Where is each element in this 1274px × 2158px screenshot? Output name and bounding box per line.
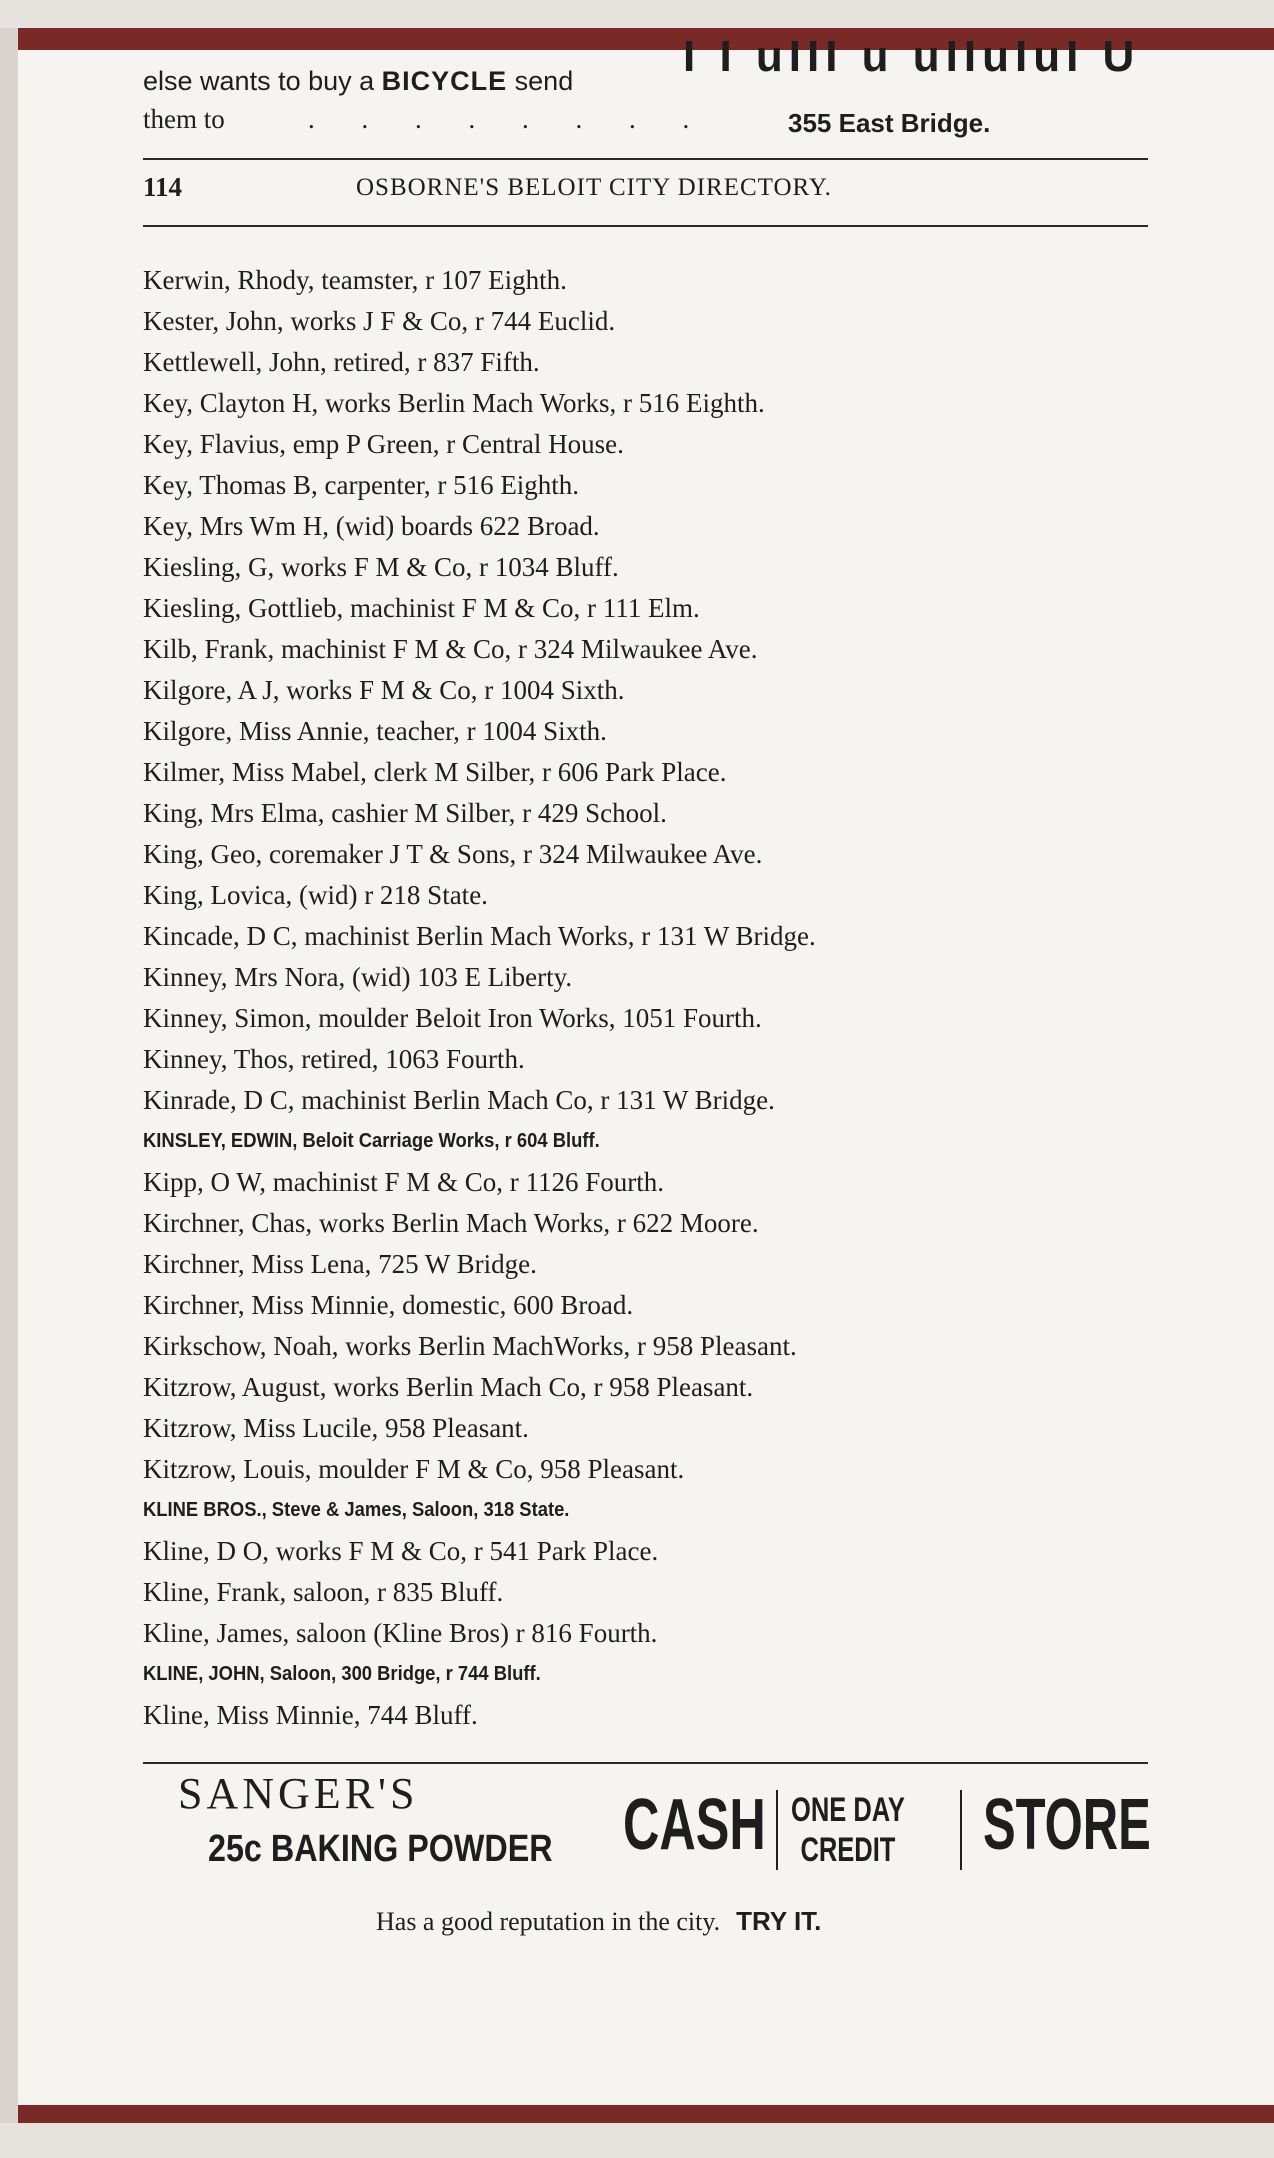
ad-tagline: [376, 1906, 821, 1937]
directory-entry: Key, Thomas B, carpenter, r 516 Eighth.: [143, 470, 580, 500]
ad-credit: CREDIT: [800, 1831, 896, 1869]
directory-entry: Kitzrow, Miss Lucile, 958 Pleasant.: [143, 1413, 529, 1443]
directory-entry: Key, Clayton H, works Berlin Mach Works, r 516 Eighth.: [143, 388, 765, 418]
scan-background-left: [0, 28, 18, 2128]
directory-entry: Kinney, Mrs Nora, (wid) 103 E Liberty.: [143, 962, 573, 992]
directory-entry: KLINE BROS., Steve & James, Saloon, 318 State.: [143, 1499, 570, 1521]
top-rule: [143, 158, 1148, 160]
top-ad-cut-heading: I I uIII u uIIuIuI U: [683, 32, 1141, 81]
page-number: 114: [143, 172, 183, 202]
ad-brand: SANGER'S: [178, 1769, 419, 1818]
directory-entry: Kettlewell, John, retired, r 837 Fifth.: [143, 347, 540, 377]
directory-entry: KINSLEY, EDWIN, Beloit Carriage Works, r 604 Bluff.: [143, 1130, 600, 1152]
ad-one-day-credit: [791, 1790, 905, 1870]
directory-entry: Kline, Miss Minnie, 744 Bluff.: [143, 1700, 478, 1730]
directory-entry: King, Lovica, (wid) r 218 State.: [143, 880, 488, 910]
directory-entry: Kirchner, Miss Lena, 725 W Bridge.: [143, 1249, 537, 1279]
top-ad-line-1: [143, 66, 573, 97]
directory-entry: Kinney, Simon, moulder Beloit Iron Works, 1051 Fourth.: [143, 1003, 762, 1033]
bottom-advertisement: [178, 1768, 1158, 1978]
ad-tagline-text: Has a good reputation in the city.: [376, 1907, 721, 1936]
top-ad-leader-dots: . . . . . . . .: [308, 104, 710, 134]
directory-entry: Kline, Frank, saloon, r 835 Bluff.: [143, 1577, 504, 1607]
directory-entry: Kirkschow, Noah, works Berlin MachWorks, r 958 Pleasant.: [143, 1331, 797, 1361]
top-ad-address: 355 East Bridge.: [788, 108, 991, 138]
directory-entries: [143, 260, 1143, 1736]
page-header: [143, 172, 1148, 212]
directory-entry: Kilgore, Miss Annie, teacher, r 1004 Sixth.: [143, 716, 607, 746]
directory-entry: Kinrade, D C, machinist Berlin Mach Co, r 131 W Bridge.: [143, 1085, 775, 1115]
directory-entry: Kilb, Frank, machinist F M & Co, r 324 Milwaukee Ave.: [143, 634, 758, 664]
top-advertisement: [143, 32, 1143, 150]
ad-product: 25c BAKING POWDER: [208, 1828, 553, 1870]
top-ad-bicycle: BICYCLE: [381, 66, 508, 96]
directory-entry: Kline, D O, works F M & Co, r 541 Park Place.: [143, 1536, 659, 1566]
directory-entry: Kerwin, Rhody, teamster, r 107 Eighth.: [143, 265, 567, 295]
top-ad-text: else wants to buy a: [143, 66, 382, 96]
directory-entry: Key, Flavius, emp P Green, r Central House.: [143, 429, 624, 459]
top-ad-line-2: them to: [143, 104, 225, 134]
header-rule: [143, 225, 1148, 227]
directory-entry: Kirchner, Chas, works Berlin Mach Works, r 622 Moore.: [143, 1208, 759, 1238]
scan-background-top: [0, 0, 1274, 28]
page-title: OSBORNE'S BELOIT CITY DIRECTORY.: [356, 174, 832, 201]
ad-store: STORE: [983, 1785, 1151, 1865]
directory-entry: Kester, John, works J F & Co, r 744 Euclid.: [143, 306, 616, 336]
directory-entry: Kilgore, A J, works F M & Co, r 1004 Sixth.: [143, 675, 625, 705]
directory-entry: Kitzrow, August, works Berlin Mach Co, r 958 Pleasant.: [143, 1372, 754, 1402]
directory-entry: King, Geo, coremaker J T & Sons, r 324 Milwaukee Ave.: [143, 839, 763, 869]
directory-entry: Kline, James, saloon (Kline Bros) r 816 Fourth.: [143, 1618, 658, 1648]
directory-entry: Kinney, Thos, retired, 1063 Fourth.: [143, 1044, 525, 1074]
directory-page: [18, 32, 1274, 2105]
ad-one-day: ONE DAY: [791, 1791, 905, 1829]
directory-entry: Kincade, D C, machinist Berlin Mach Works, r 131 W Bridge.: [143, 921, 816, 951]
top-ad-text-suffix: send: [507, 66, 574, 96]
directory-entry: Kiesling, G, works F M & Co, r 1034 Bluff.: [143, 552, 619, 582]
ad-divider-2: [960, 1790, 962, 1870]
directory-entry: Kipp, O W, machinist F M & Co, r 1126 Fourth.: [143, 1167, 665, 1197]
directory-entry: Kiesling, Gottlieb, machinist F M & Co, r 111 Elm.: [143, 593, 700, 623]
directory-entry: Kitzrow, Louis, moulder F M & Co, 958 Pleasant.: [143, 1454, 685, 1484]
directory-entry: KLINE, JOHN, Saloon, 300 Bridge, r 744 Bluff.: [143, 1663, 541, 1685]
directory-entry: Kilmer, Miss Mabel, clerk M Silber, r 606 Park Place.: [143, 757, 727, 787]
ad-divider: [776, 1790, 778, 1870]
ad-cash: CASH: [623, 1785, 766, 1865]
scan-background-bottom: [0, 2123, 1274, 2158]
directory-entry: Kirchner, Miss Minnie, domestic, 600 Broad.: [143, 1290, 634, 1320]
directory-entry: King, Mrs Elma, cashier M Silber, r 429 School.: [143, 798, 667, 828]
page-edge-bottom: [18, 2105, 1274, 2123]
ad-top-rule: [143, 1762, 1148, 1764]
directory-entry: Key, Mrs Wm H, (wid) boards 622 Broad.: [143, 511, 600, 541]
ad-tagline-bold: TRY IT.: [736, 1906, 822, 1936]
